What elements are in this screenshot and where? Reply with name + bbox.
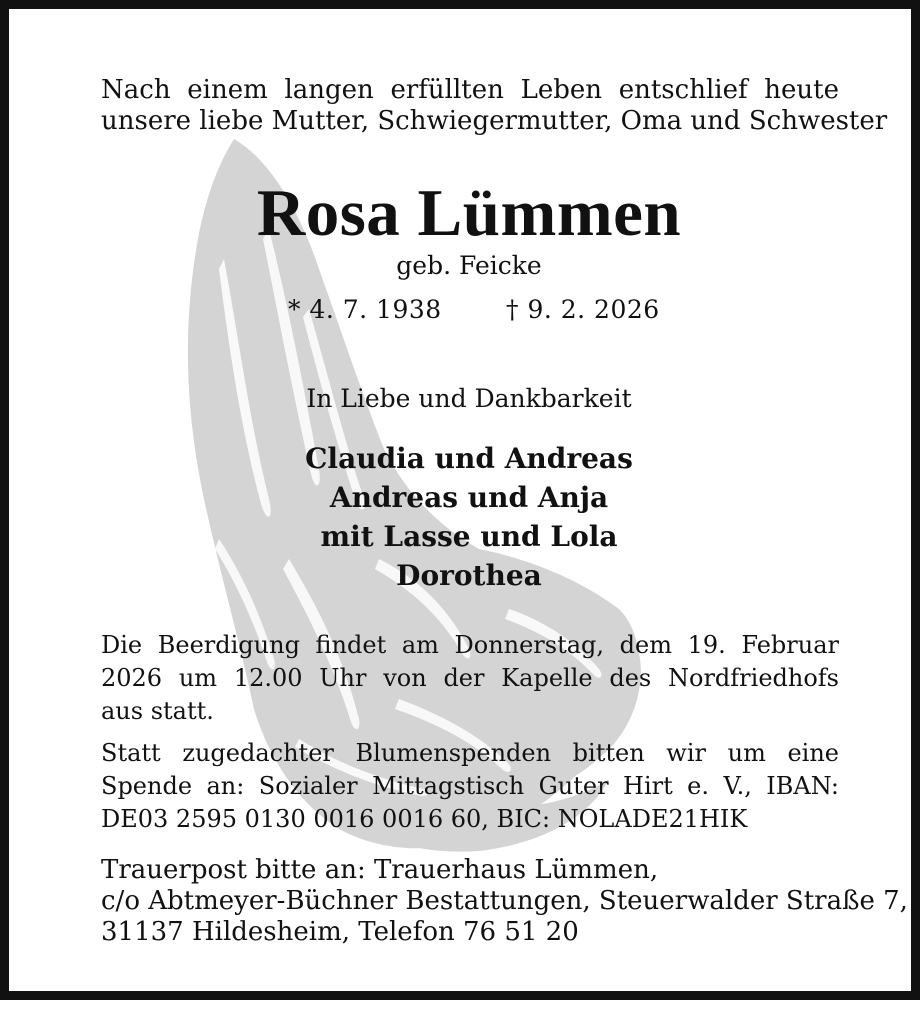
mourner-line: Andreas und Anja bbox=[329, 481, 609, 514]
obituary-content bbox=[9, 9, 920, 1009]
birth-date: * 4. 7. 1938 bbox=[288, 295, 442, 324]
death-date: † 9. 2. 2026 bbox=[506, 295, 660, 324]
intro-line-2: unsere liebe Mutter, Schwiegermutter, Oma und Schwester bbox=[101, 106, 888, 136]
mourner-line: mit Lasse und Lola bbox=[320, 520, 618, 553]
funeral-line-2: 2026 um 12.00 Uhr von der Kapelle des Nordfriedhofs bbox=[101, 664, 839, 692]
donation-line-3: DE03 2595 0130 0016 0016 60, BIC: NOLADE21HIK bbox=[101, 805, 748, 833]
contact-line-3: 31137 Hildesheim, Telefon 76 51 20 bbox=[101, 917, 579, 947]
funeral-line-3: aus statt. bbox=[101, 697, 214, 725]
deceased-name: Rosa Lümmen bbox=[256, 176, 682, 250]
maiden-name: geb. Feicke bbox=[396, 251, 542, 280]
contact-line-2: c/o Abtmeyer-Büchner Bestattungen, Steuerwalder Straße 7, bbox=[101, 886, 908, 916]
mourner-line: Dorothea bbox=[396, 559, 542, 592]
funeral-line-1: Die Beerdigung findet am Donnerstag, dem 19. Februar bbox=[101, 631, 839, 659]
donation-line-2: Spende an: Sozialer Mittagstisch Guter Hirt e. V., IBAN: bbox=[101, 772, 839, 800]
mourner-line: Claudia und Andreas bbox=[305, 442, 633, 475]
contact-line-1: Trauerpost bitte an: Trauerhaus Lümmen, bbox=[101, 855, 659, 885]
dedication: In Liebe und Dankbarkeit bbox=[306, 384, 632, 413]
intro-line-1: Nach einem langen erfüllten Leben entschlief heute bbox=[101, 75, 839, 105]
donation-line-1: Statt zugedachter Blumenspenden bitten wir um eine bbox=[101, 739, 839, 767]
